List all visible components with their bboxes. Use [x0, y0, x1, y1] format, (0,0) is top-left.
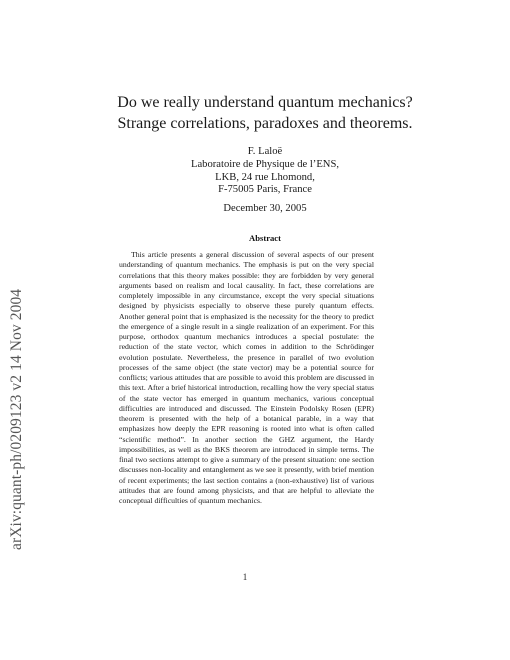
- abstract-body: This article presents a general discussion of several aspects of our present understanding of quantum mechanics. The emphasis is put on the very special correlations that this theory makes possible: they are forbidden by very general arguments based on realism and local causality. In fact, these correlations are completely impossible in any circumstance, except the very special situations designed by physicists especially to observe these purely quantum effects. Another general point that is emphasized is the necessity for the theory to predict the emergence of a single result in a single realization of an experiment. For this purpose, orthodox quantum mechanics introduces a special postulate: the reduction of the state vector, which comes in addition to the Schrödinger evolution postulate. Nevertheless, the presence in parallel of two evolution processes of the same object (the state vector) may be a potential source for conflicts; various attitudes that are possible to avoid this problem are discussed in this text. After a brief historical introduction, recalling how the very special status of the state vector has emerged in quantum mechanics, various conceptual difficulties are introduced and discussed. The Einstein Podolsky Rosen (EPR) theorem is presented with the help of a botanical parable, in a way that emphasizes how deeply the EPR reasoning is rooted into what is often called “scientific method”. In another section the GHZ argument, the Hardy impossibilities, as well as the BKS theorem are introduced in simple terms. The final two sections attempt to give a summary of the present situation: one section discusses non-locality and entanglement as we see it presently, with brief mention of recent experiments; the last section contains a (non-exhaustive) list of various attitudes that are found among physicists, and that are helpful to alleviate the conceptual difficulties of quantum mechanics.: [119, 250, 374, 505]
- author-name: F. Laloë: [247, 146, 283, 157]
- affiliation-line-1: Laboratoire de Physique de l’ENS,: [191, 158, 339, 170]
- title-line-1: Do we really understand quantum mechanics?: [117, 94, 413, 111]
- affiliation-line-2: LKB, 24 rue Lhomond,: [215, 171, 315, 183]
- page-number: 1: [242, 572, 248, 582]
- title-line-2: Strange correlations, paradoxes and theorems.: [117, 115, 413, 132]
- abstract-heading: Abstract: [249, 233, 281, 243]
- paper-date: December 30, 2005: [223, 203, 307, 214]
- affiliation-line-3: F-75005 Paris, France: [218, 184, 312, 196]
- author-block: [100, 146, 430, 197]
- arxiv-identifier-stamp: arXiv:quant-ph/0209123 v2 14 Nov 2004: [8, 288, 25, 550]
- paper-title: [100, 92, 430, 134]
